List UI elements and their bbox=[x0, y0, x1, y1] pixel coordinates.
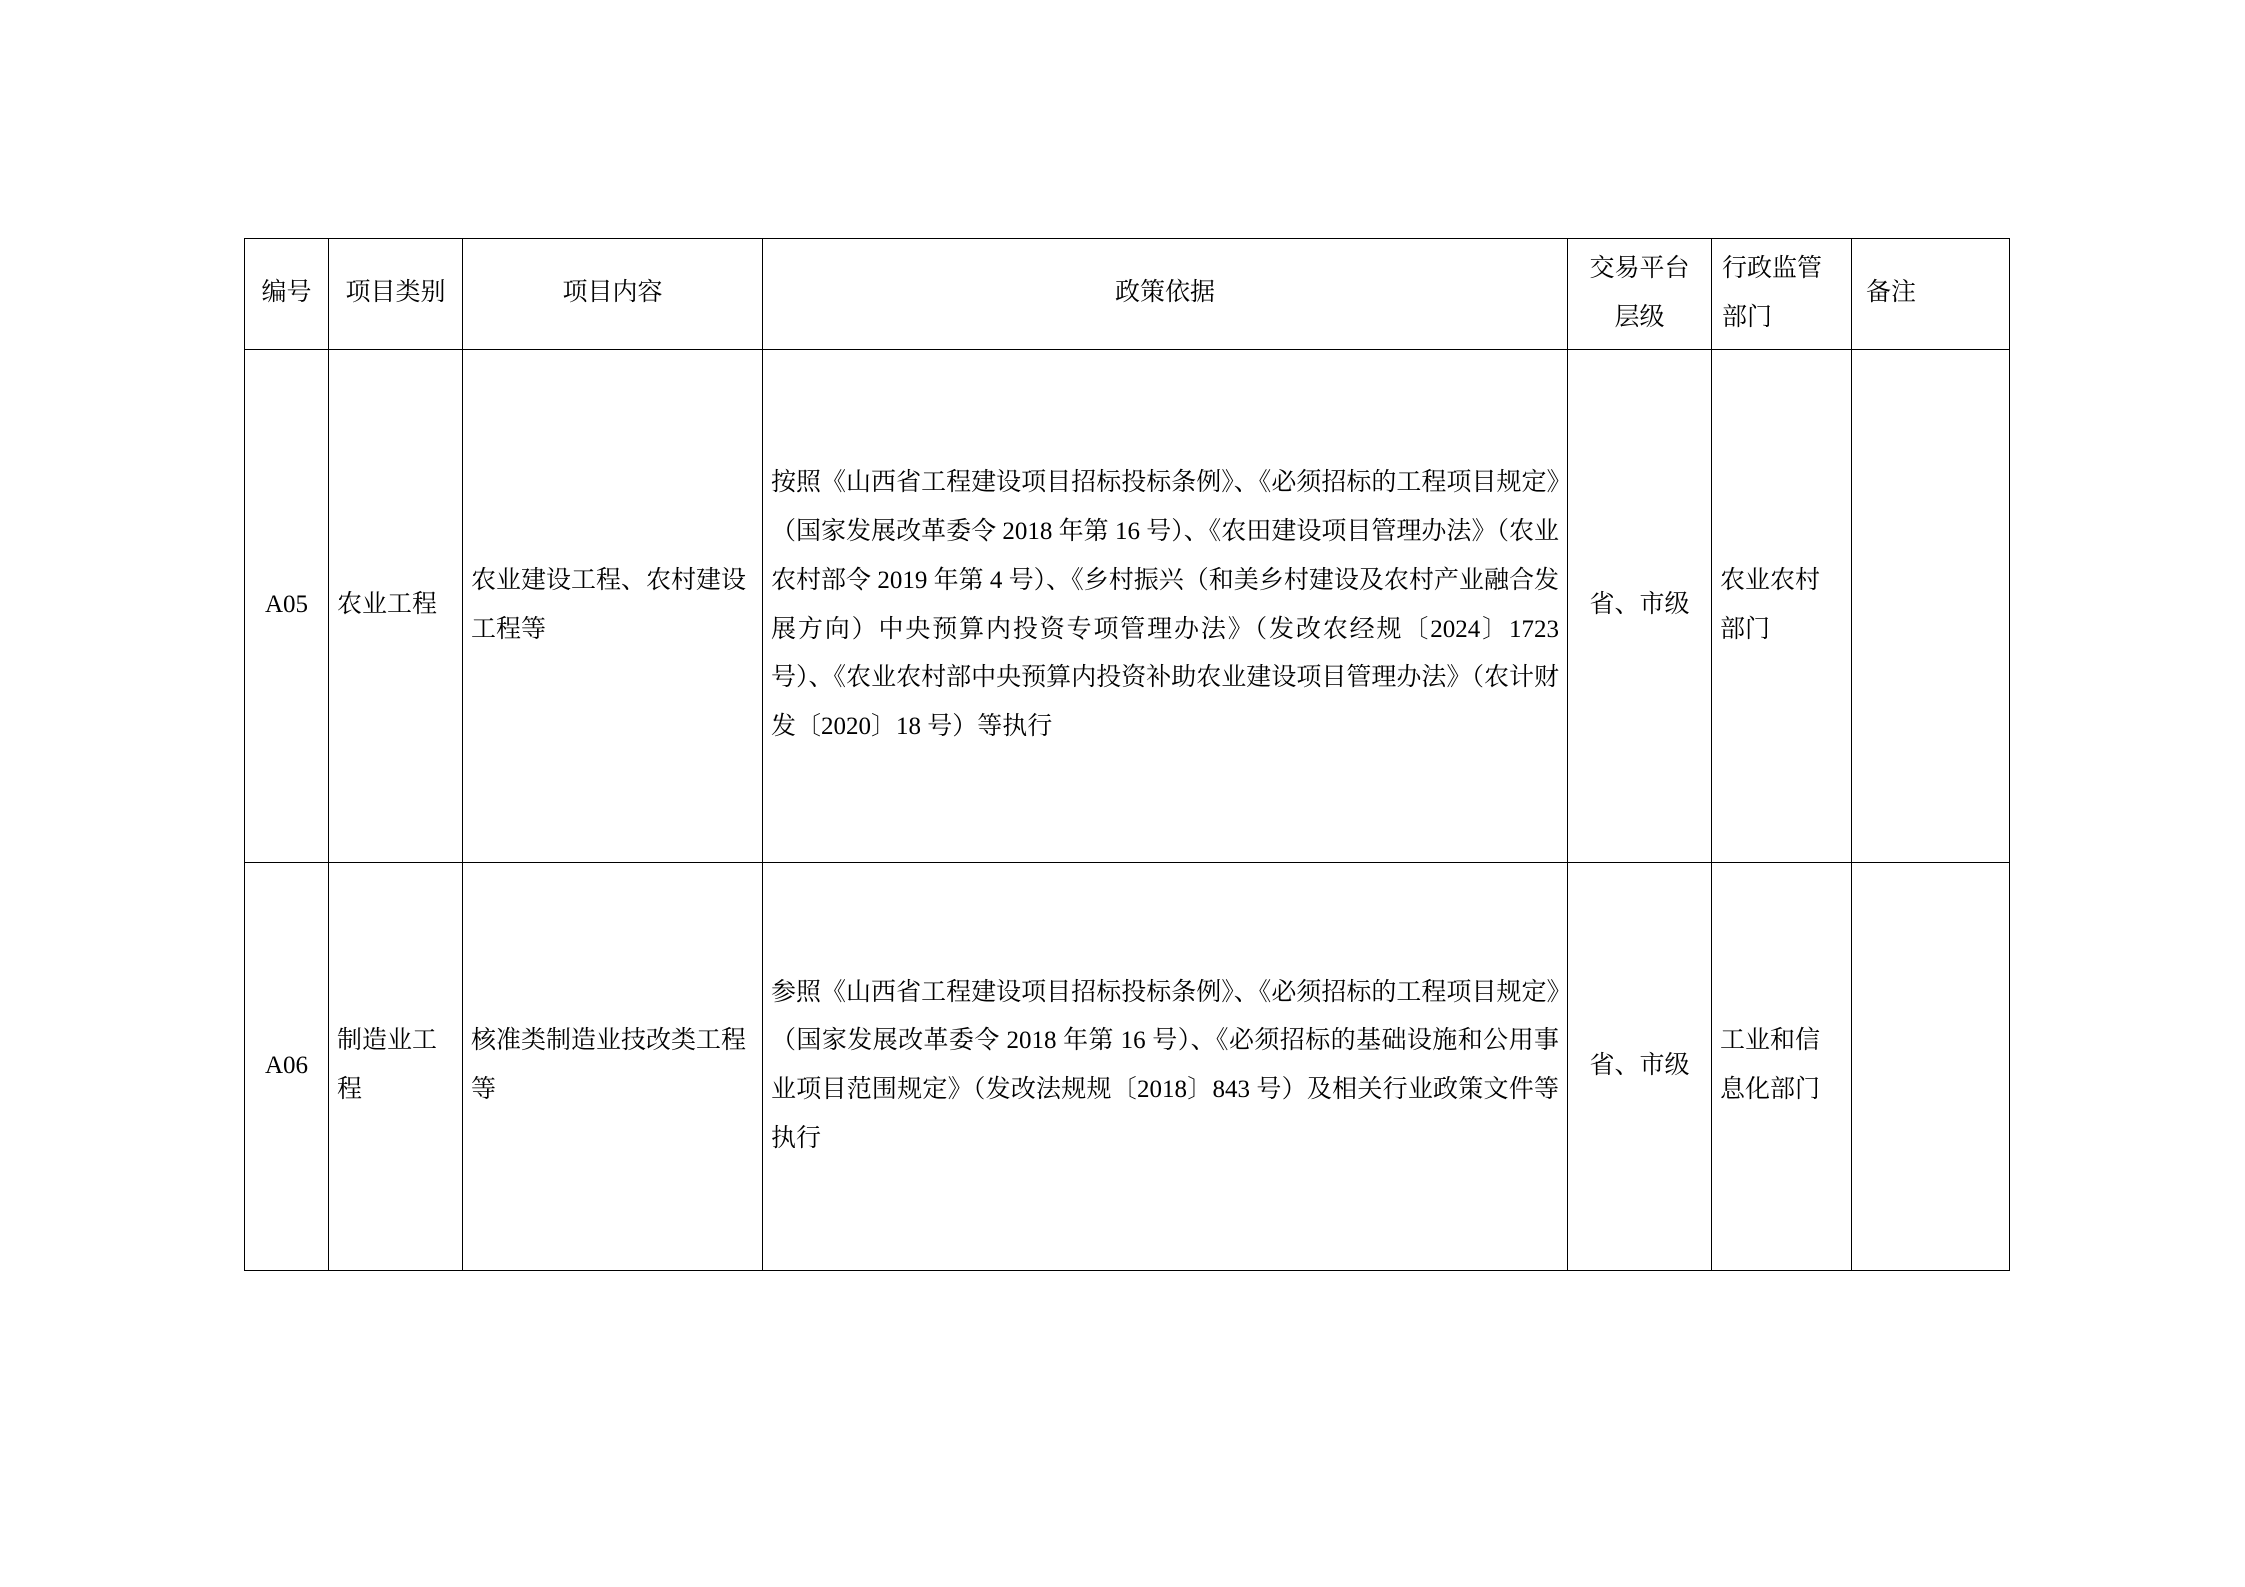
cell-content: 农业建设工程、农村建设工程等 bbox=[463, 349, 763, 862]
cell-level: 省、市级 bbox=[1568, 349, 1712, 862]
header-dept-line2: 部门 bbox=[1722, 303, 1773, 331]
cell-no: A06 bbox=[245, 862, 329, 1270]
header-dept-line1: 行政监管 bbox=[1722, 255, 1823, 282]
table-body bbox=[245, 349, 2010, 1270]
header-level-line1: 交易平台 bbox=[1589, 255, 1690, 282]
cell-remark bbox=[1852, 862, 2010, 1270]
cell-category: 制造业工程 bbox=[329, 862, 463, 1270]
header-cell-category: 项目类别 bbox=[329, 239, 463, 350]
cell-category: 农业工程 bbox=[329, 349, 463, 862]
policy-table-container bbox=[244, 238, 2009, 1271]
cell-content: 核准类制造业技改类工程等 bbox=[463, 862, 763, 1270]
table-header bbox=[245, 239, 2010, 350]
header-cell-department bbox=[1712, 239, 1852, 350]
table-header-row bbox=[245, 239, 2010, 350]
header-cell-no: 编号 bbox=[245, 239, 329, 350]
cell-department: 农业农村部门 bbox=[1712, 349, 1852, 862]
cell-policy: 参照《山西省工程建设项目招标投标条例》、《必须招标的工程项目规定》（国家发展改革委令 2018 年第 16 号）、《必须招标的基础设施和公用事业项目范围规定》（发改法规规〔2018〕843 号）及相关行业政策文件等执行 bbox=[763, 862, 1568, 1270]
cell-no: A05 bbox=[245, 349, 329, 862]
header-cell-level bbox=[1568, 239, 1712, 350]
cell-policy: 按照《山西省工程建设项目招标投标条例》、《必须招标的工程项目规定》（国家发展改革委令 2018 年第 16 号）、《农田建设项目管理办法》（农业农村部令 2019 年第 4 号）、《乡村振兴（和美乡村建设及农村产业融合发展方向）中央预算内投资专项管理办法》（发改农经规〔2024〕1723 号）、《农业农村部中央预算内投资补助农业建设项目管理办法》（农计财发〔2020〕18 号）等执行 bbox=[763, 349, 1568, 862]
header-cell-policy: 政策依据 bbox=[763, 239, 1568, 350]
cell-level: 省、市级 bbox=[1568, 862, 1712, 1270]
header-cell-content: 项目内容 bbox=[463, 239, 763, 350]
cell-remark bbox=[1852, 349, 2010, 862]
table-row bbox=[245, 349, 2010, 862]
table-row bbox=[245, 862, 2010, 1270]
policy-table bbox=[244, 238, 2010, 1271]
header-cell-remark: 备注 bbox=[1852, 239, 2010, 350]
cell-department: 工业和信息化部门 bbox=[1712, 862, 1852, 1270]
header-level-line2: 层级 bbox=[1614, 303, 1665, 331]
